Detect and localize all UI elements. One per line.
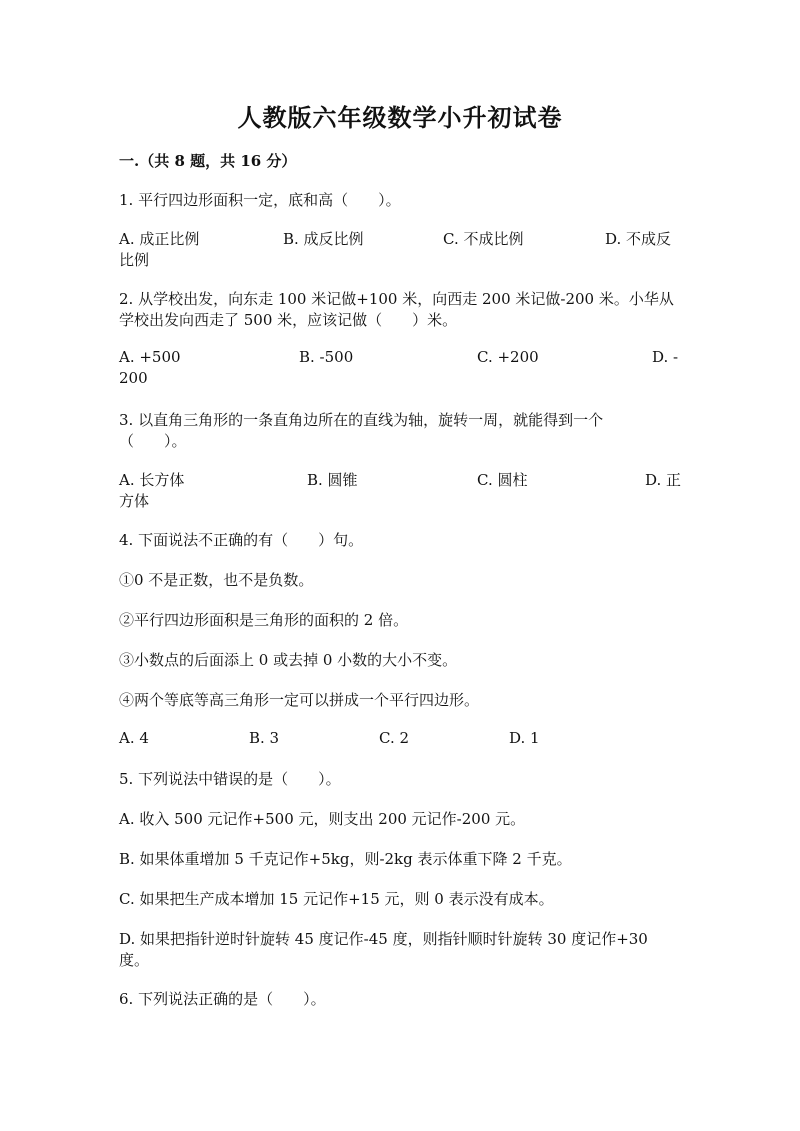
question-5-option-a: A. 收入 500 元记作+500 元，则支出 200 元记作-200 元。 [119,810,526,828]
question-5-stem: 5. 下列说法中错误的是（ ）。 [119,770,341,788]
question-6-stem: 6. 下列说法正确的是（ ）。 [119,990,326,1008]
question-2-stem-line1: 2. 从学校出发，向东走 100 米记做+100 米，向西走 200 米记做-200 米。小华从 [119,290,674,308]
question-1-option-c: C. 不成比例 [443,230,524,248]
question-3-option-d: D. 正 [645,471,682,489]
question-5-option-d: D. 如果把指针逆时针旋转 45 度记作-45 度，则指针顺时针旋转 30 度记作+30 [119,930,648,948]
question-1-option-b: B. 成反比例 [283,230,364,248]
question-4-statement-2: ②平行四边形面积是三角形的面积的 2 倍。 [119,611,409,629]
question-1-option-d-wrap: 比例 [119,251,150,269]
question-4-stem: 4. 下面说法不正确的有（ ）句。 [119,531,364,549]
question-1-option-a: A. 成正比例 [119,230,200,248]
question-5-option-d-wrap: 度。 [119,951,150,969]
question-5-option-b: B. 如果体重增加 5 千克记作+5kg，则-2kg 表示体重下降 2 千克。 [119,850,572,868]
question-3-stem-line1: 3. 以直角三角形的一条直角边所在的直线为轴，旋转一周，就能得到一个 [119,411,604,429]
question-4-option-d: D. 1 [509,729,540,747]
question-2-option-c: C. +200 [477,348,539,366]
question-2-option-b: B. -500 [299,348,354,366]
question-3-option-d-wrap: 方体 [119,492,150,510]
document-title: 人教版六年级数学小升初试卷 [237,103,563,132]
question-5-option-c: C. 如果把生产成本增加 15 元记作+15 元，则 0 表示没有成本。 [119,890,554,908]
question-3-option-b: B. 圆锥 [307,471,358,489]
question-2-stem-line2: 学校出发向西走了 500 米，应该记做（ ）米。 [119,311,458,329]
question-2-option-d-wrap: 200 [119,369,148,387]
question-1-option-d: D. 不成反 [605,230,672,248]
section-header: 一.（共 8 题，共 16 分） [119,152,297,170]
question-3-option-a: A. 长方体 [119,471,185,489]
question-4-option-c: C. 2 [379,729,410,747]
question-2-option-a: A. +500 [119,348,181,366]
question-4-statement-3: ③小数点的后面添上 0 或去掉 0 小数的大小不变。 [119,651,458,669]
question-4-option-b: B. 3 [249,729,280,747]
question-3-stem-line2: （ ）。 [119,432,187,450]
question-3-option-c: C. 圆柱 [477,471,528,489]
question-4-statement-1: ①0 不是正数，也不是负数。 [119,571,314,589]
question-4-statement-4: ④两个等底等高三角形一定可以拼成一个平行四边形。 [119,691,480,709]
question-4-option-a: A. 4 [119,729,149,747]
question-2-option-d: D. - [652,348,679,366]
question-1-stem: 1. 平行四边形面积一定，底和高（ ）。 [119,191,401,209]
